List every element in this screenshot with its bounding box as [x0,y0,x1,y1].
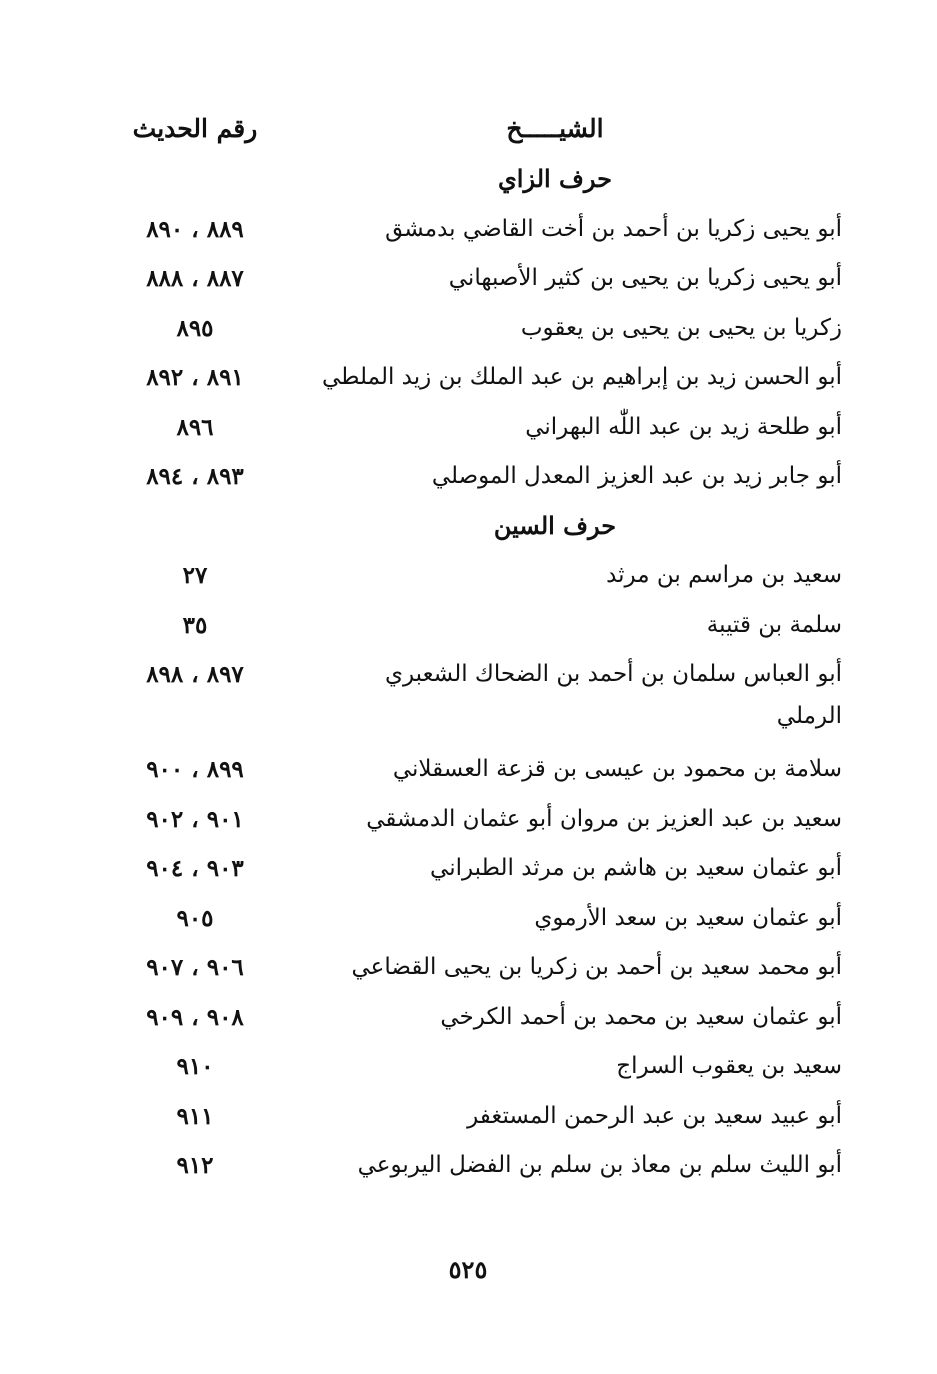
index-row [0,946,937,990]
shaykh-name: سعيد بن مراسم بن مرثد [606,562,842,588]
section-title: حرف السين [493,510,617,540]
shaykh-name: زكريا بن يحيى بن يحيى بن يعقوب [520,314,842,341]
index-row [0,554,937,598]
hadith-numbers: ٨٩٧ ، ٨٩٨ [146,661,244,688]
shaykh-name: سلمة بن قتيبة [706,611,842,638]
shaykh-name: سعيد بن يعقوب السراج [616,1053,842,1079]
hadith-numbers: ٨٩٣ ، ٨٩٤ [146,463,244,490]
shaykh-name: سعيد بن عبد العزيز بن مروان أبو عثمان الدمشقي [366,805,842,832]
shaykh-name-continuation: الرملي [776,702,842,729]
hadith-numbers: ٩٠٥ [176,904,214,932]
hadith-numbers: ٣٥ [182,611,208,639]
hadith-numbers: ٨٨٩ ، ٨٩٠ [146,215,244,243]
index-row [0,847,937,891]
index-row [0,1144,937,1188]
hadith-numbers: ٩٠٣ ، ٩٠٤ [146,855,244,882]
hadith-numbers: ٨٩١ ، ٨٩٢ [146,364,244,391]
shaykh-name: أبو عثمان سعيد بن محمد بن أحمد الكرخي [440,1003,842,1030]
shaykh-name: أبو يحيى زكريا بن يحيى بن كثير الأصبهاني [448,265,842,291]
page-number: ٥٢٥ [448,1255,488,1284]
shaykh-name: أبو الليث سلم بن معاذ بن سلم بن الفضل اليربوعي [357,1152,842,1178]
index-row [0,996,937,1040]
index-row [0,1095,937,1139]
hadith-numbers: ٩٠٦ ، ٩٠٧ [146,954,244,981]
hadith-numbers: ٨٨٧ ، ٨٨٨ [146,265,244,292]
shaykh-name: أبو عثمان سعيد بن سعد الأرموي [534,904,842,931]
column-header-hadith-number: رقم الحديث [132,114,258,143]
shaykh-name-continuation-row [0,697,937,737]
index-row [0,798,937,842]
index-row [0,406,937,450]
index-row [0,897,937,941]
hadith-numbers: ٩٠١ ، ٩٠٢ [146,805,244,833]
index-row [0,455,937,499]
index-row [0,604,937,648]
shaykh-name: أبو جابر زيد بن عبد العزيز المعدل الموصلي [431,463,842,489]
hadith-numbers: ٩١٢ [176,1152,214,1179]
hadith-numbers: ٩٠٨ ، ٩٠٩ [146,1003,244,1031]
shaykh-name: أبو عبيد سعيد بن عبد الرحمن المستغفر [467,1102,842,1129]
hadith-numbers: ٨٩٦ [176,413,214,441]
shaykh-name: أبو محمد سعيد بن أحمد بن زكريا بن يحيى القضاعي [351,954,842,980]
shaykh-name: أبو يحيى زكريا بن أحمد بن أخت القاضي بدمشق [385,215,842,242]
shaykh-name: أبو طلحة زيد بن عبد اللّٰه البهراني [525,413,842,440]
index-row [0,307,937,351]
index-row [0,653,937,697]
shaykh-name: أبو الحسن زيد بن إبراهيم بن عبد الملك بن زيد الملطي [322,364,842,390]
index-row [0,356,937,400]
shaykh-name: سلامة بن محمود بن عيسى بن قزعة العسقلاني [392,756,842,782]
index-row [0,1045,937,1089]
index-row [0,208,937,252]
shaykh-name: أبو عثمان سعيد بن هاشم بن مرثد الطبراني [430,855,842,881]
index-row [0,257,937,301]
section-title: حرف الزاي [498,164,612,193]
hadith-numbers: ٩١٠ [176,1053,214,1080]
shaykh-name: أبو العباس سلمان بن أحمد بن الضحاك الشعبري [384,661,842,687]
hadith-numbers: ٨٩٥ [176,314,214,342]
hadith-numbers: ٩١١ [176,1102,214,1130]
hadith-numbers: ٢٧ [182,562,208,589]
hadith-numbers: ٨٩٩ ، ٩٠٠ [146,756,244,783]
index-row [0,748,937,792]
column-header-shaykh: الشيـــــخ [506,114,604,143]
